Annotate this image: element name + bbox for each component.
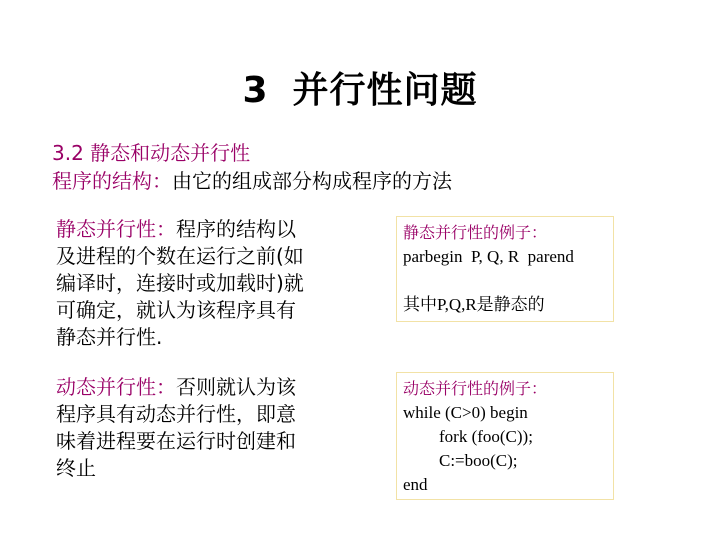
structure-label: 程序的结构： [52,169,172,193]
section-heading: 3.2 静态和动态并行性 [52,141,251,165]
static-definition [56,216,366,351]
dynamic-example-heading: 动态并行性的例子： [403,379,548,398]
static-example-heading: 静态并行性的例子： [403,223,548,242]
title-text: 并行性问题 [292,70,478,111]
structure-text: 由它的组成部分构成程序的方法 [172,169,452,193]
static-example-box [396,216,614,322]
dynamic-code-line: end [403,475,428,494]
static-line: 可确定，就认为该程序具有 [56,298,296,322]
static-line: 编译时，连接时或加载时)就 [56,271,304,295]
dynamic-code-line: fork (foo(C)); [439,427,533,446]
structure-definition [52,167,452,195]
static-example-note: 其中P,Q,R是静态的 [403,295,545,314]
dynamic-definition [56,374,366,482]
dynamic-code-line: while (C>0) begin [403,403,528,422]
dynamic-line: 程序具有动态并行性，即意 [56,402,296,426]
dynamic-term: 动态并行性： [56,375,176,399]
dynamic-code-line: C:=boo(C); [439,451,518,470]
static-term: 静态并行性： [56,217,176,241]
dynamic-line: 味着进程要在运行时创建和 [56,429,296,453]
dynamic-example-box [396,372,614,500]
static-line: 及进程的个数在运行之前(如 [56,244,304,268]
static-example-code: parbegin P, Q, R parend [403,247,574,266]
title-number: 3 [242,70,269,111]
dynamic-line: 终止 [56,456,96,480]
dynamic-line: 否则就认为该 [176,375,296,399]
page-title [0,62,720,113]
static-line: 静态并行性. [56,325,163,349]
static-line: 程序的结构以 [176,217,296,241]
